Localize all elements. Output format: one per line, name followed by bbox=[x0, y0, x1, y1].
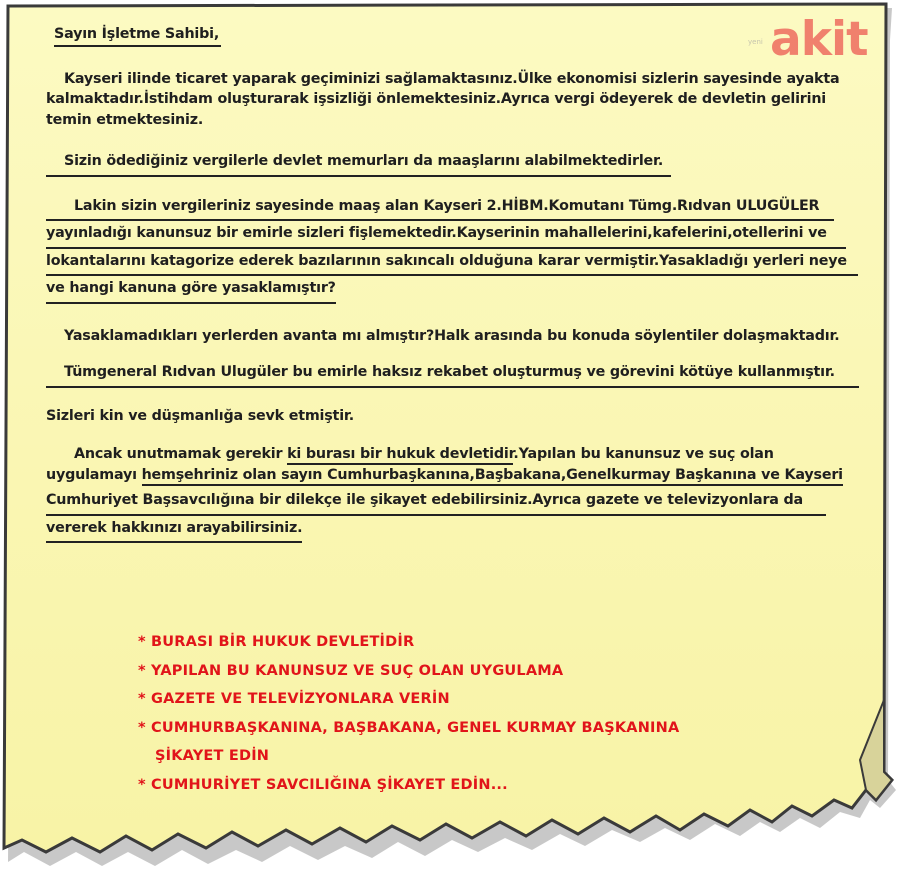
letter-body bbox=[46, 24, 876, 545]
paragraph-7 bbox=[46, 444, 876, 545]
red-list-item-continued: ŞİKAYET EDİN bbox=[155, 748, 270, 765]
paragraph-3-line-4: ve hangi kanuna göre yasaklamıştır? bbox=[46, 278, 336, 304]
paragraph-5: Tümgeneral Rıdvan Ulugüler bu emirle haksız rekabet oluşturmuş ve görevini kötüye kullanmıştır. bbox=[46, 362, 859, 388]
logo-text: akit bbox=[770, 12, 868, 67]
red-callout-list bbox=[138, 628, 679, 800]
paragraph-7-line-2b: hemşehriniz olan sayın Cumhurbaşkanına,Başbakana,Genelkurmay Başkanına ve Kayseri bbox=[142, 467, 843, 486]
red-list-item: * CUMHURİYET SAVCILIĞINA ŞİKAYET EDİN... bbox=[138, 776, 508, 793]
paragraph-7-line-2a: uygulamayı bbox=[46, 466, 142, 483]
red-list-item: * YAPILAN BU KANUNSUZ VE SUÇ OLAN UYGULAMA bbox=[138, 662, 564, 679]
paragraph-7-line-1b: ki burası bir hukuk devletidir bbox=[287, 446, 513, 465]
paragraph-2: Sizin ödediğiniz vergilerle devlet memurları da maaşlarını alabilmektedirler. bbox=[46, 151, 671, 177]
logo-small-text: yeni bbox=[748, 38, 763, 46]
paragraph-6: Sizleri kin ve düşmanlığa sevk etmiştir. bbox=[46, 407, 354, 424]
paragraph-7-line-1c: .Yapılan bu kanunsuz ve suç olan bbox=[513, 446, 774, 462]
paragraph-3-line-3: lokantalarını katagorize ederek bazılarının sakıncalı olduğuna karar vermiştir.Yasakladığı yerleri neye bbox=[46, 251, 858, 277]
greeting: Sayın İşletme Sahibi, bbox=[54, 24, 221, 47]
red-list-item: * CUMHURBAŞKANINA, BAŞBAKANA, GENEL KURMAY BAŞKANINA bbox=[138, 719, 680, 736]
red-list-item: * BURASI BİR HUKUK DEVLETİDİR bbox=[138, 634, 415, 650]
paragraph-7-line-4: vererek hakkınızı arayabilirsiniz. bbox=[46, 518, 302, 544]
paragraph-4: Yasaklamadıkları yerlerden avanta mı almıştır?Halk arasında bu konuda söylentiler dolaşmaktadır. bbox=[64, 327, 840, 344]
paragraph-7-line-1a: Ancak unutmamak gerekir bbox=[74, 446, 288, 462]
red-list-item: * GAZETE VE TELEVİZYONLARA VERİN bbox=[138, 691, 450, 708]
paragraph-1: Kayseri ilinde ticaret yaparak geçiminizi sağlamaktasınız.Ülke ekonomisi sizlerin sayesinde ayakta kalmaktadır.İstihdam oluşturarak işsizliği önlemektesiniz.Ayrıca vergi ödeyerek de devletin gelirini temin etmektesiniz. bbox=[46, 70, 840, 128]
paragraph-3 bbox=[46, 196, 876, 306]
paragraph-3-line-1: Lakin sizin vergileriniz sayesinde maaş alan Kayseri 2.HİBM.Komutanı Tümg.Rıdvan ULUGÜLER bbox=[46, 196, 834, 222]
paragraph-7-line-3: Cumhuriyet Başsavcılığına bir dilekçe ile şikayet edebilirsiniz.Ayrıca gazete ve televizyonlara da bbox=[46, 490, 826, 516]
paragraph-3-line-2: yayınladığı kanunsuz bir emirle sizleri fişlemektedir.Kayserinin mahallelerini,kafelerini,otellerini ve bbox=[46, 223, 846, 249]
